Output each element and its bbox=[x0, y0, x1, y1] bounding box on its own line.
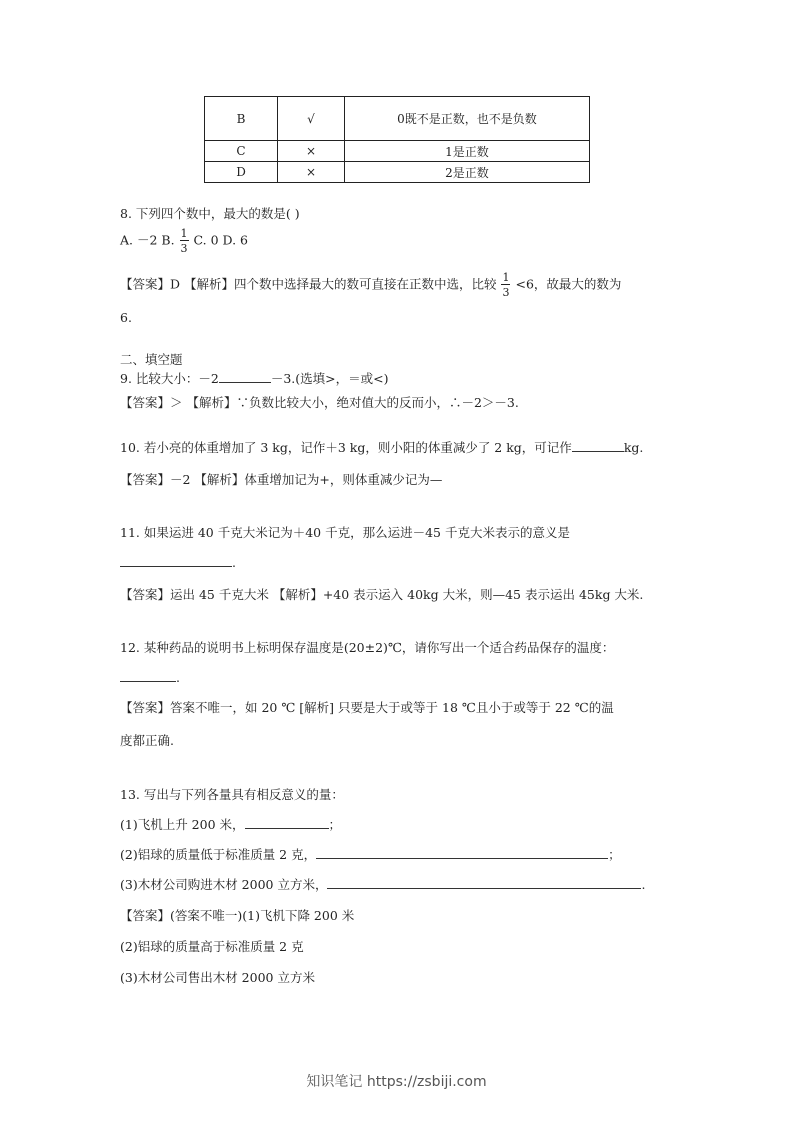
fraction-numerator: 1 bbox=[502, 271, 510, 284]
table-cell-option: B bbox=[205, 97, 278, 141]
stem-text: kg. bbox=[623, 440, 644, 455]
question-13-answer-cont: (3)木材公司售出木材 2000 立方米 bbox=[120, 970, 315, 985]
fraction-denominator: 3 bbox=[502, 286, 510, 299]
table-row bbox=[205, 97, 590, 141]
question-8-options bbox=[120, 228, 248, 254]
table-row bbox=[205, 162, 590, 183]
section-heading: 二、填空题 bbox=[120, 352, 183, 367]
fraction-one-third bbox=[180, 228, 189, 254]
answer-text: <6，故最大的数为 bbox=[515, 276, 622, 292]
answer-blank[interactable] bbox=[120, 565, 232, 567]
stem-text: (2)铝球的质量低于标准质量 2 克， bbox=[120, 847, 317, 862]
stem-text: 9. 比较大小：－2 bbox=[120, 371, 219, 386]
question-13-answer: 【答案】(答案不唯一)(1)飞机下降 200 米 bbox=[120, 908, 355, 923]
option-a-b-label: A. －2 B. bbox=[120, 232, 175, 248]
question-12-stem: 12. 某种药品的说明书上标明保存温度是(20±2)℃，请你写出一个适合药品保存的温度： bbox=[120, 640, 615, 655]
footer-watermark: 知识笔记 https://zsbiji.com bbox=[306, 1074, 487, 1090]
table-cell-reason: 1是正数 bbox=[345, 141, 590, 162]
question-13-item-1 bbox=[120, 815, 341, 833]
table-cell-mark: × bbox=[278, 141, 345, 162]
fraction-one-third bbox=[501, 272, 510, 298]
table-row bbox=[205, 141, 590, 162]
fraction-numerator: 1 bbox=[180, 227, 188, 240]
question-9-stem bbox=[120, 369, 389, 387]
table-cell-option: D bbox=[205, 162, 278, 183]
question-11-stem: 11. 如果运进 40 千克大米记为＋40 千克，那么运进－45 千克大米表示的意义是 bbox=[120, 525, 570, 540]
question-10-answer: 【答案】－2 【解析】体重增加记为+，则体重减少记为— bbox=[120, 472, 443, 487]
fraction-denominator: 3 bbox=[180, 242, 188, 255]
answer-blank[interactable] bbox=[316, 857, 608, 859]
question-13-item-3 bbox=[120, 875, 645, 893]
question-12-blank-line bbox=[120, 670, 180, 685]
stem-text: (1)飞机上升 200 米， bbox=[120, 817, 245, 832]
answer-blank[interactable] bbox=[327, 887, 641, 889]
question-13-item-2 bbox=[120, 845, 621, 863]
question-13-answer-cont: (2)铝球的质量高于标准质量 2 克 bbox=[120, 939, 304, 954]
stem-text: －3.(选填>，＝或<) bbox=[270, 371, 389, 386]
answer-blank[interactable] bbox=[245, 827, 329, 829]
question-8-answer-cont: 6. bbox=[120, 310, 132, 325]
stem-text: ； bbox=[608, 847, 621, 862]
table-cell-mark: √ bbox=[278, 97, 345, 141]
stem-text: (3)木材公司购进木材 2000 立方米， bbox=[120, 877, 328, 892]
stem-text: 10. 若小亮的体重增加了 3 kg，记作＋3 kg，则小阳的体重减少了 2 kg，可记作 bbox=[120, 440, 572, 455]
option-judgement-table bbox=[204, 96, 590, 183]
answer-text: 【答案】D 【解析】四个数中选择最大的数可直接在正数中选，比较 bbox=[120, 276, 497, 292]
stem-text: . bbox=[641, 877, 646, 892]
table-cell-reason: 2是正数 bbox=[345, 162, 590, 183]
question-12-answer-cont: 度都正确. bbox=[120, 733, 174, 748]
question-12-answer: 【答案】答案不唯一，如 20 ℃ [解析] 只要是大于或等于 18 ℃且小于或等于 22 ℃的温 bbox=[120, 700, 614, 715]
question-10-stem bbox=[120, 438, 643, 456]
answer-blank[interactable] bbox=[572, 450, 624, 452]
question-9-answer: 【答案】＞ 【解析】∵负数比较大小，绝对值大的反而小，∴－2＞－3. bbox=[120, 395, 519, 410]
table-cell-option: C bbox=[205, 141, 278, 162]
question-11-blank-line bbox=[120, 555, 236, 570]
table-cell-reason: 0既不是正数，也不是负数 bbox=[345, 97, 590, 141]
question-8-stem: 8. 下列四个数中，最大的数是( ) bbox=[120, 206, 300, 221]
answer-blank[interactable] bbox=[120, 680, 176, 682]
question-8-answer bbox=[120, 272, 621, 298]
question-13-stem: 13. 写出与下列各量具有相反意义的量： bbox=[120, 787, 344, 802]
table-cell-mark: × bbox=[278, 162, 345, 183]
stem-text: . bbox=[232, 555, 236, 570]
question-11-answer: 【答案】运出 45 千克大米 【解析】+40 表示运入 40kg 大米，则—45 表示运出 45kg 大米. bbox=[120, 587, 644, 602]
stem-text: ； bbox=[328, 817, 342, 832]
option-c-d-label: C. 0 D. 6 bbox=[193, 232, 248, 248]
answer-blank[interactable] bbox=[219, 381, 271, 383]
stem-text: . bbox=[176, 670, 180, 685]
